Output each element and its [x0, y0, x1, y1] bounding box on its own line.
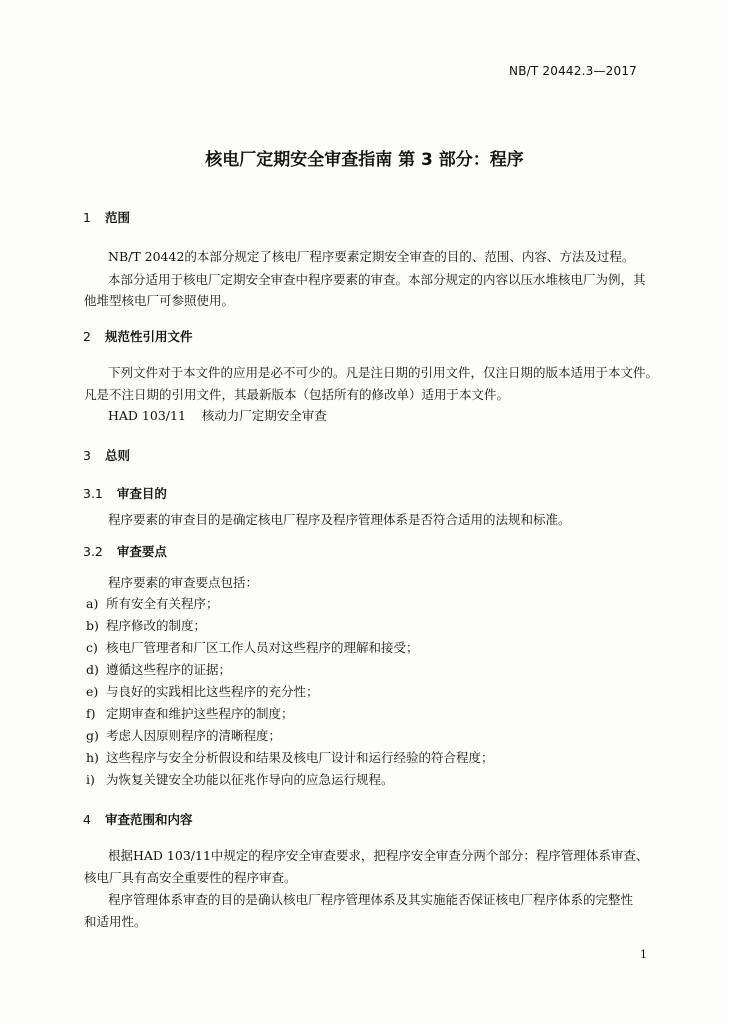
list-item	[86, 594, 219, 612]
section-3-2-title: 审查要点	[116, 544, 167, 559]
section-4-paragraph-3: 程序管理体系审查的目的是确认核电厂程序管理体系及其实施能否保证核电厂程序体系的完整性	[108, 892, 634, 907]
list-item	[86, 704, 294, 722]
section-4-paragraph-4: 和适用性。	[84, 914, 147, 929]
section-4-number: 4	[83, 812, 91, 827]
section-1-number: 1	[83, 210, 91, 225]
section-3-1-heading	[83, 484, 167, 502]
section-3-1-number: 3.1	[83, 486, 103, 501]
list-marker: c)	[86, 640, 98, 655]
section-3-title: 总则	[104, 448, 130, 463]
list-marker: h)	[86, 750, 99, 765]
page-number: 1	[640, 948, 647, 961]
section-1-paragraph-3: 他堆型核电厂可参照使用。	[84, 293, 235, 308]
list-item-text: 考虑人因原则程序的清晰程度；	[106, 728, 282, 743]
section-3-2-intro: 程序要素的审查要点包括：	[108, 575, 259, 590]
section-3-2-number: 3.2	[83, 544, 103, 559]
list-marker: d)	[86, 662, 99, 677]
list-item-text: 遵循这些程序的证据；	[106, 662, 232, 677]
section-2-paragraph-1: 下列文件对于本文件的应用是必不可少的。凡是注日期的引用文件，仅注日期的版本适用于本文件。	[108, 365, 659, 380]
list-item	[86, 616, 206, 634]
section-2-number: 2	[83, 329, 91, 344]
list-marker: a)	[86, 596, 99, 611]
section-4-title: 审查范围和内容	[104, 812, 193, 827]
list-item-text: 为恢复关键安全功能以征兆作导向的应急运行规程。	[106, 772, 394, 787]
list-item-text: 所有安全有关程序；	[106, 596, 219, 611]
list-marker: b)	[86, 618, 99, 633]
list-item-text: 与良好的实践相比这些程序的充分性；	[106, 684, 319, 699]
list-item-text: 定期审查和维护这些程序的制度；	[106, 706, 294, 721]
section-3-1-title: 审查目的	[116, 486, 167, 501]
list-item-text: 核电厂管理者和厂区工作人员对这些程序的理解和接受；	[106, 640, 419, 655]
section-4-heading	[83, 810, 192, 828]
standard-number: NB/T 20442.3—2017	[509, 64, 637, 78]
section-3-heading	[83, 446, 130, 464]
list-marker: e)	[86, 684, 99, 699]
list-marker: f)	[86, 706, 96, 721]
list-marker: g)	[86, 728, 99, 743]
list-item	[86, 682, 319, 700]
list-marker: i)	[86, 772, 95, 787]
list-item	[86, 748, 494, 766]
list-item	[86, 660, 231, 678]
list-item	[86, 770, 394, 788]
section-3-number: 3	[83, 448, 91, 463]
section-3-1-paragraph-1: 程序要素的审查目的是确定核电厂程序及程序管理体系是否符合适用的法规和标准。	[108, 512, 571, 527]
section-2-paragraph-2: 凡是不注日期的引用文件，其最新版本（包括所有的修改单）适用于本文件。	[84, 387, 510, 402]
section-2-title: 规范性引用文件	[104, 329, 193, 344]
list-item-text: 这些程序与安全分析假设和结果及核电厂设计和运行经验的符合程度；	[106, 750, 494, 765]
section-3-2-heading	[83, 542, 167, 560]
list-item-text: 程序修改的制度；	[106, 618, 207, 633]
section-1-paragraph-2: 本部分适用于核电厂定期安全审查中程序要素的审查。本部分规定的内容以压水堆核电厂为例，其	[108, 272, 646, 287]
list-item	[86, 726, 281, 744]
section-4-paragraph-2: 核电厂具有高安全重要性的程序审查。	[84, 870, 297, 885]
list-item	[86, 638, 419, 656]
section-4-paragraph-1: 根据HAD 103/11中规定的程序安全审查要求，把程序安全审查分两个部分：程序管理体系审查、	[108, 848, 649, 863]
document-title: 核电厂定期安全审查指南 第 3 部分：程序	[205, 150, 524, 170]
section-1-heading	[83, 208, 130, 226]
section-1-title: 范围	[104, 210, 130, 225]
section-2-heading	[83, 327, 192, 345]
section-1-paragraph-1: NB/T 20442的本部分规定了核电厂程序要素定期安全审查的目的、范围、内容、方法及过程。	[108, 249, 635, 264]
section-2-reference: HAD 103/11 核动力厂定期安全审查	[108, 408, 327, 423]
